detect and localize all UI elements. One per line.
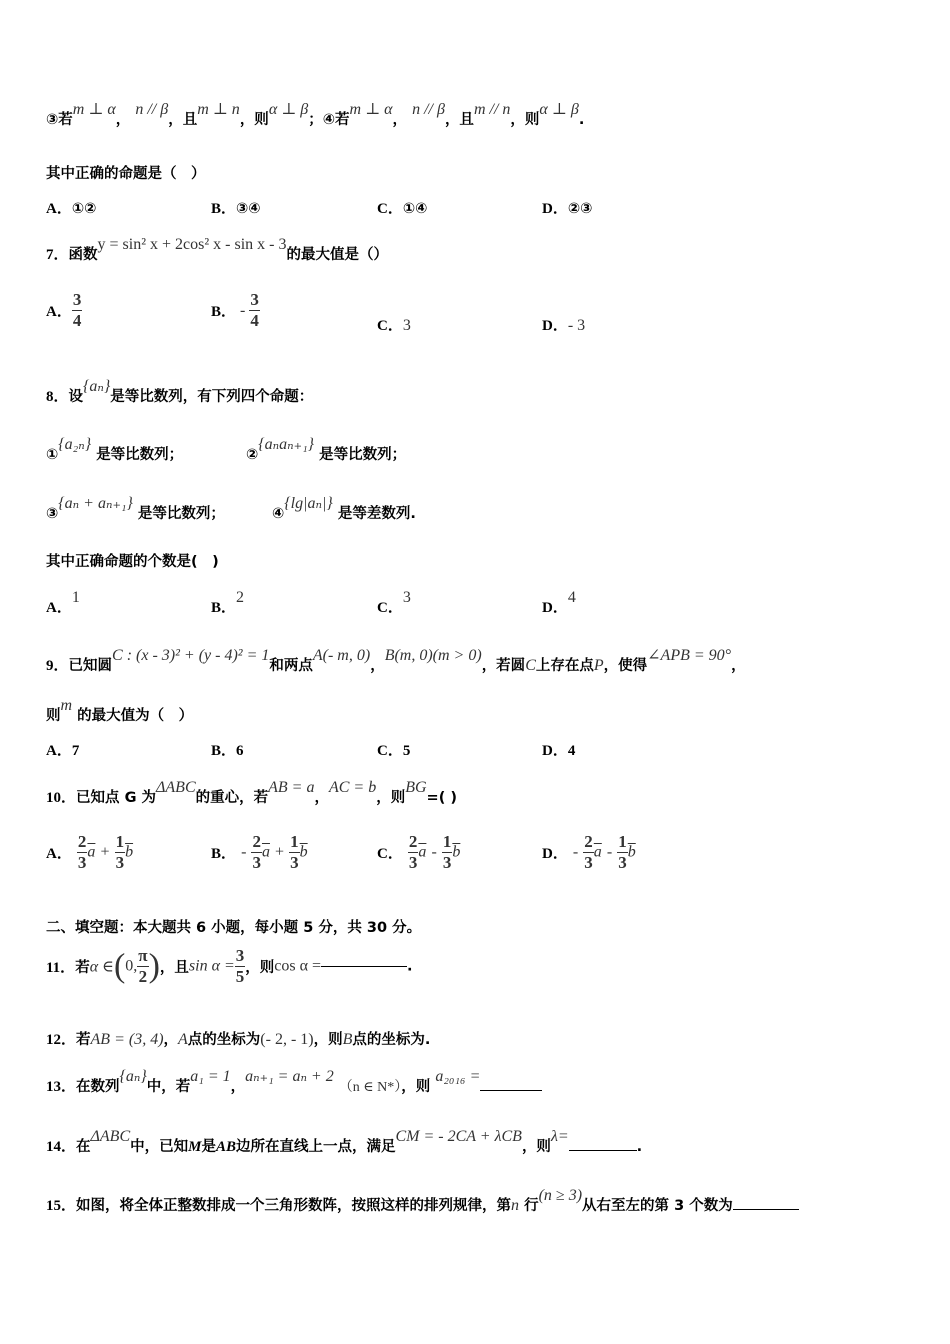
q12-stem: 12．若AB = (3, 4)，A点的坐标为(- 2, - 1)，则B点的坐标为. (46, 1031, 431, 1048)
q14-answer-blank[interactable] (569, 1150, 637, 1151)
q10-stem: 10．已知点 G 为ΔABC的重心，若AB = a，AC = b，则BG=( ) (46, 779, 457, 806)
q6-prompt: 其中正确的命题是（ ） (46, 166, 206, 182)
q7-option-a[interactable]: A． $\frac{3}{4}$ (46, 290, 82, 330)
q9-option-d[interactable]: D．4 (542, 743, 576, 759)
q8-prompt: 其中正确命题的个数是( ) (46, 554, 219, 570)
q8-option-b[interactable]: B．2 (211, 589, 245, 616)
q6-conditions-line: ③若m ⊥ α， n // β，且m ⊥ n，则α ⊥ β；④若m ⊥ α， n // β，且m // n，则α ⊥ β. (46, 101, 585, 128)
section-2-heading: 二、填空题：本大题共 6 小题，每小题 5 分，共 30 分。 (46, 920, 422, 936)
q8-item-3: ③{aₙ + aₙ₊₁} 是等比数列； (46, 495, 225, 522)
q13-stem: 13．在数列{aₙ}中，若a₁ = 1，aₙ₊₁ = aₙ + 2 （n ∈ N*），则 a₂₀₁₆ = (46, 1075, 542, 1096)
q9-option-c[interactable]: C．5 (377, 743, 411, 759)
q7-stem: 7．函数y = sin² x + 2cos² x - sin x - 3的最大值是（） (46, 236, 388, 263)
q11-stem: 11．若α ∈(0, $\frac{\pi}{2}$ )，且sin α = $\frac{3}{5}$ ，则cos α = . (46, 946, 413, 986)
q9-stem-line2: 则m 的最大值为（ ） (46, 697, 194, 724)
q8-item-2: ②{aₙaₙ₊₁} 是等比数列； (246, 436, 407, 463)
q15-stem: 15．如图，将全体正整数排成一个三角形数阵，按照这样的排列规律，第n 行(n ≥ 3)从右至左的第 3 个数为 (46, 1194, 799, 1215)
q7-option-c[interactable]: C．3 (377, 317, 411, 334)
q15-answer-blank[interactable] (733, 1209, 799, 1210)
q8-option-c[interactable]: C．3 (377, 589, 411, 616)
q6-option-b[interactable]: B．③④ (211, 201, 261, 217)
q9-option-b[interactable]: B．6 (211, 743, 244, 759)
q8-option-d[interactable]: D．4 (542, 589, 576, 616)
q8-item-1: ①{a₂ₙ} 是等比数列； (46, 436, 184, 463)
q6-option-c[interactable]: C．①④ (377, 201, 428, 217)
q7-option-b[interactable]: B． - $\frac{3}{4}$ (211, 290, 259, 330)
q10-option-b[interactable]: B． - $\frac{2}{3}$ $\overline{a}$ + $\frac{1}{3}$ $\overline{b}$ (211, 832, 308, 872)
q9-stem: 9．已知圆C : (x - 3)² + (y - 4)² = 1和两点A(- m, 0)，B(m, 0)(m > 0)，若圆C上存在点P，使得∠APB = 90°， (46, 647, 746, 674)
q8-option-a[interactable]: A．1 (46, 589, 80, 616)
q6-option-d[interactable]: D．②③ (542, 201, 593, 217)
q8-item-4: ④{lg|aₙ|} 是等差数列. (272, 495, 416, 522)
q13-answer-blank[interactable] (480, 1090, 542, 1091)
q10-option-c[interactable]: C． $\frac{2}{3}$ $\overline{a}$ - $\frac{1}{3}$ $\overline{b}$ (377, 832, 461, 872)
q10-option-a[interactable]: A． $\frac{2}{3}$ $\overline{a}$ + $\frac{1}{3}$ $\overline{b}$ (46, 832, 134, 872)
q7-option-d[interactable]: D．- 3 (542, 317, 586, 334)
q11-answer-blank[interactable] (321, 966, 407, 967)
q9-option-a[interactable]: A．7 (46, 743, 80, 759)
q10-option-d[interactable]: D． - $\frac{2}{3}$ $\overline{a}$ - $\frac{1}{3}$ $\overline{b}$ (542, 832, 636, 872)
q8-stem: 8．设{aₙ}是等比数列，有下列四个命题： (46, 378, 314, 405)
q6-option-a[interactable]: A．①② (46, 201, 97, 217)
q14-stem: 14．在ΔABC中，已知M是AB边所在直线上一点，满足CM = - 2CA + λCB，则λ=. (46, 1128, 643, 1155)
